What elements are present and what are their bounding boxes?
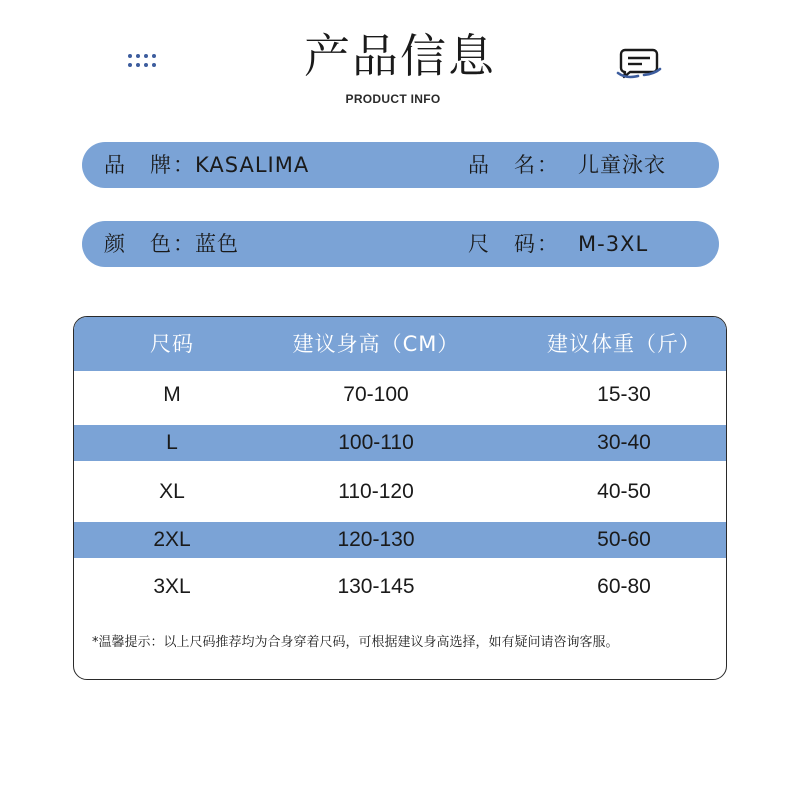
cell-height: 100-110 (338, 431, 414, 454)
page-title: 产品信息 (304, 29, 496, 83)
product-name-label: 品 名： (468, 153, 560, 177)
size-tip-note: *温馨提示：以上尺码推荐均为合身穿着尺码，可根据建议身高选择，如有疑问请咨询客服。 (92, 635, 619, 650)
header-height: 建议身高（CM） (292, 332, 460, 356)
table-header (74, 317, 726, 371)
dot-grid-icon (128, 54, 160, 70)
cell-size: M (163, 383, 181, 406)
color-value: 蓝色 (195, 232, 239, 256)
info-row-color-size (82, 221, 719, 267)
cell-size: L (166, 431, 178, 454)
cell-height: 110-120 (338, 480, 414, 503)
header-size: 尺码 (150, 332, 194, 356)
product-name-value: 儿童泳衣 (578, 153, 666, 177)
info-row-brand-name (82, 142, 719, 188)
cell-size: 2XL (153, 528, 191, 551)
table-row (74, 425, 726, 461)
brand-label: 品 牌： (104, 153, 196, 177)
cell-size: 3XL (153, 575, 191, 598)
size-chart-table (73, 316, 727, 680)
cell-weight: 50-60 (597, 528, 651, 551)
page-subtitle: PRODUCT INFO (345, 92, 441, 106)
cell-weight: 30-40 (597, 431, 651, 454)
chat-bubble-icon (616, 47, 662, 79)
cell-height: 70-100 (343, 383, 409, 406)
color-label: 颜 色： (104, 232, 196, 256)
size-value: M-3XL (578, 232, 649, 256)
cell-height: 120-130 (337, 528, 415, 551)
cell-weight: 15-30 (597, 383, 651, 406)
table-row (74, 522, 726, 558)
cell-weight: 40-50 (597, 480, 651, 503)
table-row (74, 569, 726, 605)
table-row (74, 377, 726, 413)
header-weight: 建议体重（斤） (547, 332, 701, 356)
size-label: 尺 码： (468, 232, 560, 256)
brand-value: KASALIMA (195, 153, 310, 177)
cell-size: XL (159, 480, 185, 503)
cell-weight: 60-80 (597, 575, 651, 598)
cell-height: 130-145 (337, 575, 415, 598)
table-row (74, 474, 726, 510)
